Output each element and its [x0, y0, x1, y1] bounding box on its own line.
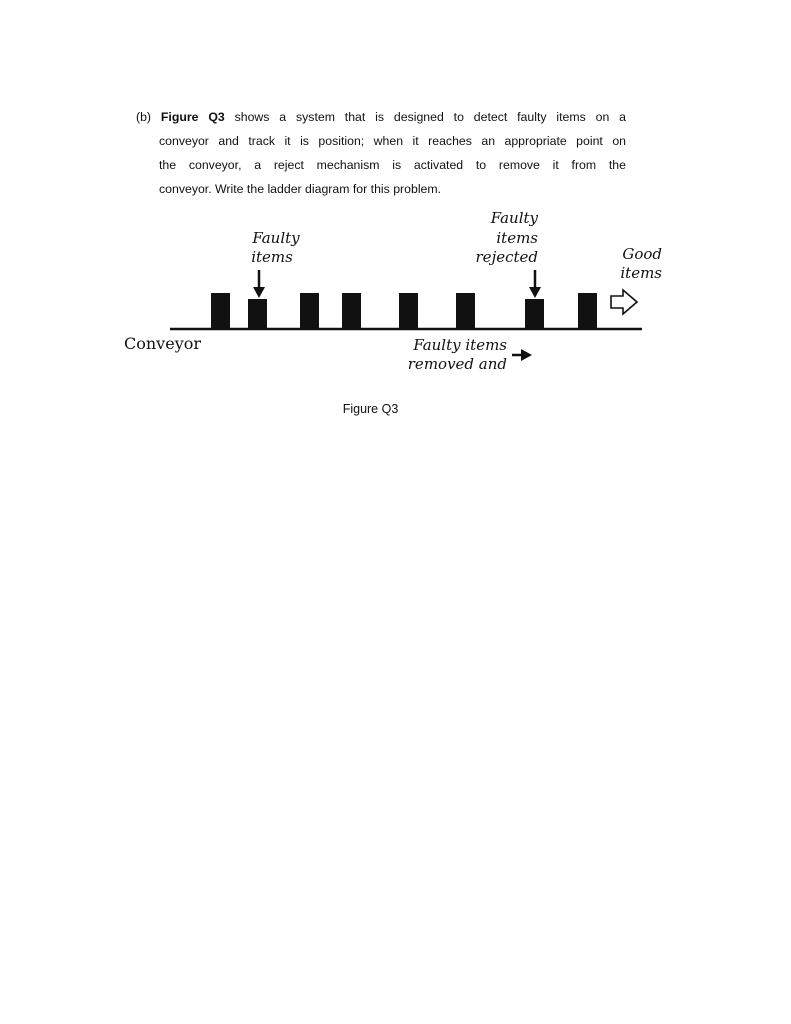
faulty-detect-arrow-icon — [253, 270, 265, 298]
removed-label-line2: removed and — [407, 355, 507, 373]
good-items-label-line2: items — [620, 264, 662, 282]
removed-arrow-icon — [512, 349, 532, 361]
conveyor-item — [300, 293, 319, 329]
question-line-2: conveyor and track it is position; when it reaches an appropriate point on — [159, 134, 626, 148]
figure-caption: Figure Q3 — [342, 402, 399, 416]
conveyor-item — [456, 293, 475, 329]
conveyor-item — [211, 293, 230, 329]
conveyor-item — [399, 293, 418, 329]
good-items-arrow-icon — [611, 290, 637, 314]
question-line-4: conveyor. Write the ladder diagram for this problem. — [159, 182, 442, 196]
removed-label-line1: Faulty items — [413, 336, 507, 354]
conveyor-item-faulty — [248, 299, 267, 329]
figure-reference: Figure Q3 — [160, 110, 225, 124]
faulty-items-label-line1: Faulty — [252, 229, 300, 247]
rejected-label-line1: Faulty — [490, 209, 538, 227]
question-line-3: the conveyor, a reject mechanism is activated to remove it from the — [159, 158, 626, 172]
part-label: (b) — [136, 110, 152, 124]
conveyor-item — [342, 293, 361, 329]
good-items-label-line1: Good — [622, 245, 662, 263]
conveyor-label: Conveyor — [124, 334, 202, 353]
reject-arrow-icon — [529, 270, 541, 298]
rejected-label-line3: rejected — [475, 248, 538, 266]
conveyor-figure — [0, 0, 791, 440]
rejected-label-line2: items — [496, 229, 538, 247]
conveyor-item — [578, 293, 597, 329]
conveyor-item-faulty — [525, 299, 544, 329]
faulty-items-label-line2: items — [251, 248, 293, 266]
conveyor-items — [211, 293, 597, 329]
question-line-1-text: shows a system that is designed to detect faulty items on a — [234, 110, 626, 124]
